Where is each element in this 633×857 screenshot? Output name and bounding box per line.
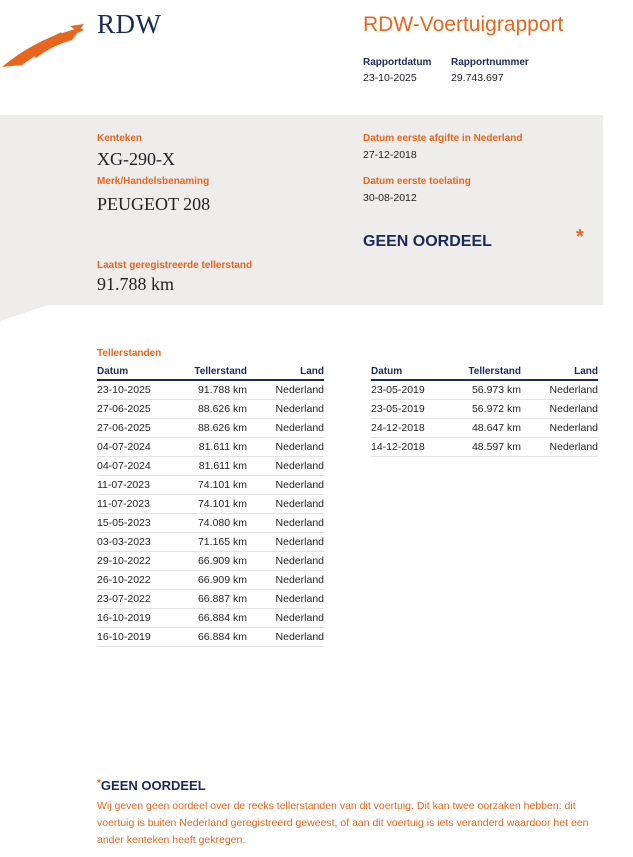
row-date: 04-07-2024 (97, 438, 177, 457)
verdict: GEEN OORDEEL (363, 233, 492, 250)
col-header-date: Datum (97, 364, 177, 380)
row-reading: 88.626 km (177, 419, 247, 438)
footnote-title: GEEN OORDEEL (100, 778, 206, 793)
report-title: RDW-Voertuigrapport (363, 13, 564, 36)
row-reading: 66.909 km (177, 552, 247, 571)
odometer-section-title: Tellerstanden (97, 348, 162, 359)
panel-notch (0, 305, 48, 321)
row-date: 27-06-2025 (97, 419, 177, 438)
row-country: Nederland (247, 476, 324, 495)
row-reading: 91.788 km (177, 380, 247, 400)
row-country: Nederland (247, 571, 324, 590)
row-reading: 66.884 km (177, 609, 247, 628)
row-country: Nederland (247, 495, 324, 514)
row-country: Nederland (247, 438, 324, 457)
row-reading: 48.647 km (451, 419, 521, 438)
table-row (97, 552, 324, 571)
row-country: Nederland (521, 438, 598, 457)
footnote-heading (97, 778, 206, 793)
row-date: 14-12-2018 (371, 438, 451, 457)
row-date: 23-10-2025 (97, 380, 177, 400)
row-reading: 71.165 km (177, 533, 247, 552)
plate-label: Kenteken (97, 133, 143, 144)
table-row (97, 380, 324, 400)
row-reading: 66.909 km (177, 571, 247, 590)
row-date: 16-10-2019 (97, 609, 177, 628)
last-odometer-label: Laatst geregistreerde tellerstand (97, 260, 253, 271)
row-country: Nederland (521, 400, 598, 419)
table-row (97, 514, 324, 533)
first-nl-value: 27-12-2018 (363, 149, 417, 161)
row-reading: 56.973 km (451, 380, 521, 400)
row-date: 16-10-2019 (97, 628, 177, 647)
row-reading: 74.101 km (177, 476, 247, 495)
row-date: 27-06-2025 (97, 400, 177, 419)
row-country: Nederland (247, 533, 324, 552)
row-reading: 66.887 km (177, 590, 247, 609)
table-row (97, 476, 324, 495)
table-row (371, 438, 598, 457)
row-date: 11-07-2023 (97, 476, 177, 495)
row-reading: 74.101 km (177, 495, 247, 514)
row-country: Nederland (521, 419, 598, 438)
odometer-table-left (97, 364, 324, 647)
col-header-reading: Tellerstand (177, 364, 247, 380)
last-odometer-value: 91.788 km (97, 274, 175, 294)
row-date: 11-07-2023 (97, 495, 177, 514)
first-nl-label: Datum eerste afgifte in Nederland (363, 133, 523, 144)
row-country: Nederland (247, 380, 324, 400)
row-country: Nederland (247, 400, 324, 419)
row-country: Nederland (247, 457, 324, 476)
footnote-text: Wij geven geen oordeel over de reeks tellerstanden van dit voertuig. Dit kan twee oorzaken hebben: dit voertuig is buiten Nederland geregistreerd geweest, of aan dit voertuig is iets veranderd waardoor het een ander kenteken heeft gekregen. (97, 800, 589, 846)
report-date: 23-10-2025 (363, 72, 417, 84)
row-date: 23-05-2019 (371, 400, 451, 419)
table-row (97, 628, 324, 647)
table-row (97, 457, 324, 476)
row-reading: 81.611 km (177, 457, 247, 476)
logo-text: RDW (97, 9, 162, 39)
row-country: Nederland (247, 514, 324, 533)
row-reading: 74.080 km (177, 514, 247, 533)
table-row (97, 419, 324, 438)
row-date: 03-03-2023 (97, 533, 177, 552)
table-row (97, 495, 324, 514)
table-row (371, 400, 598, 419)
table-row (97, 571, 324, 590)
row-date: 04-07-2024 (97, 457, 177, 476)
row-country: Nederland (247, 552, 324, 571)
row-country: Nederland (247, 628, 324, 647)
odometer-table-right (371, 364, 598, 457)
row-date: 29-10-2022 (97, 552, 177, 571)
row-reading: 81.611 km (177, 438, 247, 457)
row-reading: 66.884 km (177, 628, 247, 647)
col-header-country: Land (247, 364, 324, 380)
report-date-label: Rapportdatum (363, 57, 432, 68)
row-country: Nederland (247, 609, 324, 628)
first-admission-label: Datum eerste toelating (363, 176, 471, 187)
row-date: 23-07-2022 (97, 590, 177, 609)
report-number: 29.743.697 (451, 72, 504, 84)
col-header-reading: Tellerstand (451, 364, 521, 380)
col-header-date: Datum (371, 364, 451, 380)
row-date: 15-05-2023 (97, 514, 177, 533)
make-value: PEUGEOT 208 (97, 194, 211, 214)
verdict-marker: * (576, 226, 584, 248)
col-header-country: Land (521, 364, 598, 380)
row-reading: 56.972 km (451, 400, 521, 419)
table-row (97, 400, 324, 419)
first-admission-value: 30-08-2012 (363, 192, 417, 204)
row-date: 24-12-2018 (371, 419, 451, 438)
report-number-label: Rapportnummer (451, 57, 529, 68)
row-date: 26-10-2022 (97, 571, 177, 590)
make-label: Merk/Handelsbenaming (97, 176, 210, 187)
rdw-logo-icon (0, 22, 88, 70)
row-country: Nederland (247, 419, 324, 438)
plate-value: XG-290-X (97, 149, 175, 169)
row-reading: 88.626 km (177, 400, 247, 419)
table-row (97, 609, 324, 628)
table-row (371, 380, 598, 400)
table-row (97, 533, 324, 552)
row-reading: 48.597 km (451, 438, 521, 457)
row-country: Nederland (247, 590, 324, 609)
footnote-marker: * (97, 778, 101, 789)
row-date: 23-05-2019 (371, 380, 451, 400)
table-row (97, 438, 324, 457)
table-row (371, 419, 598, 438)
row-country: Nederland (521, 380, 598, 400)
table-row (97, 590, 324, 609)
